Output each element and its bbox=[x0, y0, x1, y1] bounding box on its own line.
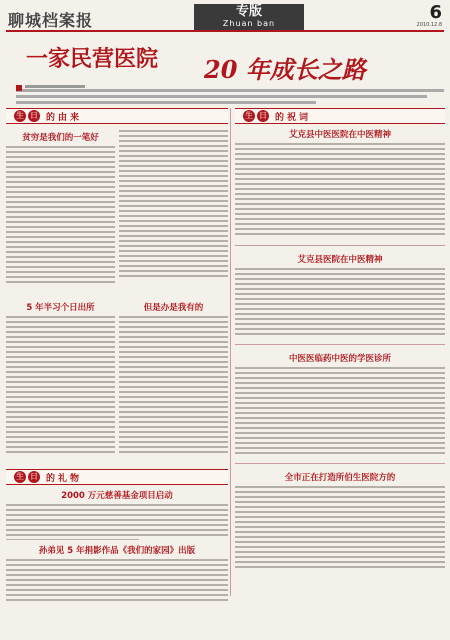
text-line-placeholder bbox=[6, 276, 115, 279]
banner-right-top bbox=[235, 108, 445, 124]
text-line-placeholder bbox=[6, 366, 115, 369]
text-line-placeholder bbox=[235, 318, 445, 321]
text-line-placeholder bbox=[235, 158, 445, 161]
text-line-placeholder bbox=[16, 101, 316, 104]
text-line-placeholder bbox=[6, 161, 115, 164]
banner-char: 生 bbox=[245, 111, 253, 120]
text-line-placeholder bbox=[119, 130, 228, 133]
text-line-placeholder bbox=[6, 391, 115, 394]
text-line-placeholder bbox=[235, 372, 445, 375]
text-line-placeholder bbox=[6, 574, 228, 577]
text-line-placeholder bbox=[235, 313, 445, 316]
text-line-placeholder bbox=[119, 250, 228, 253]
text-line-placeholder bbox=[119, 275, 228, 278]
text-line-placeholder bbox=[119, 356, 228, 359]
text-line-placeholder bbox=[235, 501, 445, 504]
right-article-1 bbox=[235, 124, 445, 242]
banner-char: 由 bbox=[58, 113, 68, 123]
text-line-placeholder bbox=[235, 442, 445, 445]
text-line-placeholder bbox=[235, 193, 445, 196]
text-line-placeholder bbox=[235, 203, 445, 206]
text-line-placeholder bbox=[6, 251, 115, 254]
text-line-placeholder bbox=[235, 437, 445, 440]
banner-char: 的 bbox=[275, 113, 285, 123]
text-line-placeholder bbox=[235, 447, 445, 450]
text-line-placeholder bbox=[235, 452, 445, 455]
banner-char: 礼 bbox=[58, 474, 68, 484]
text-line-placeholder bbox=[235, 556, 445, 559]
banner-left-bottom bbox=[6, 469, 228, 485]
section-label-box bbox=[194, 4, 304, 30]
text-line-placeholder bbox=[6, 361, 115, 364]
text-line-placeholder bbox=[119, 376, 228, 379]
text-line-placeholder bbox=[119, 326, 228, 329]
text-line-placeholder bbox=[6, 336, 115, 339]
text-line-placeholder bbox=[6, 514, 228, 517]
text-line-placeholder bbox=[119, 165, 228, 168]
text-line-placeholder bbox=[6, 436, 115, 439]
text-line-placeholder bbox=[119, 446, 228, 449]
issue-date: 2010.12.8 bbox=[416, 22, 442, 28]
text-line-placeholder bbox=[119, 170, 228, 173]
text-line-placeholder bbox=[119, 185, 228, 188]
text-line-placeholder bbox=[235, 328, 445, 331]
right-content bbox=[231, 124, 445, 587]
text-line-placeholder bbox=[6, 346, 115, 349]
text-line-placeholder bbox=[6, 376, 115, 379]
article-column bbox=[6, 127, 115, 297]
text-line-placeholder bbox=[235, 218, 445, 221]
text-line-placeholder bbox=[119, 431, 228, 434]
text-line-placeholder bbox=[235, 402, 445, 405]
text-line-placeholder bbox=[119, 205, 228, 208]
left-bottom-article-1 bbox=[6, 485, 228, 540]
text-line-placeholder bbox=[6, 271, 115, 274]
text-line-placeholder bbox=[6, 396, 115, 399]
byline-text-placeholder bbox=[25, 85, 85, 88]
main-headline bbox=[6, 40, 444, 84]
text-line-placeholder bbox=[235, 511, 445, 514]
text-line-placeholder bbox=[6, 406, 115, 409]
text-line-placeholder bbox=[235, 407, 445, 410]
text-line-placeholder bbox=[6, 261, 115, 264]
text-line-placeholder bbox=[6, 211, 115, 214]
text-line-placeholder bbox=[235, 288, 445, 291]
text-line-placeholder bbox=[235, 173, 445, 176]
text-line-placeholder bbox=[235, 178, 445, 181]
text-line-placeholder bbox=[235, 273, 445, 276]
text-line-placeholder bbox=[235, 417, 445, 420]
text-line-placeholder bbox=[6, 356, 115, 359]
left-half bbox=[6, 108, 228, 596]
article-column bbox=[119, 297, 228, 469]
text-line-placeholder bbox=[6, 246, 115, 249]
text-line-placeholder bbox=[6, 534, 228, 537]
text-line-placeholder bbox=[235, 298, 445, 301]
text-line-placeholder bbox=[6, 241, 115, 244]
text-line-placeholder bbox=[119, 255, 228, 258]
text-line-placeholder bbox=[6, 401, 115, 404]
text-line-placeholder bbox=[119, 200, 228, 203]
text-line-placeholder bbox=[119, 220, 228, 223]
text-line-placeholder bbox=[6, 326, 115, 329]
text-line-placeholder bbox=[6, 381, 115, 384]
text-line-placeholder bbox=[6, 509, 228, 512]
text-line-placeholder bbox=[235, 303, 445, 306]
text-line-placeholder bbox=[235, 397, 445, 400]
text-line-placeholder bbox=[119, 135, 228, 138]
left-mid-articles bbox=[6, 297, 228, 469]
text-line-placeholder bbox=[235, 228, 445, 231]
text-line-placeholder bbox=[6, 156, 115, 159]
right-article-4 bbox=[235, 467, 445, 587]
text-line-placeholder bbox=[235, 323, 445, 326]
text-line-placeholder bbox=[235, 427, 445, 430]
text-line-placeholder bbox=[119, 421, 228, 424]
text-line-placeholder bbox=[119, 140, 228, 143]
banner-char: 物 bbox=[70, 474, 80, 484]
text-line-placeholder bbox=[6, 519, 228, 522]
text-line-placeholder bbox=[119, 175, 228, 178]
text-line-placeholder bbox=[6, 201, 115, 204]
text-line-placeholder bbox=[119, 341, 228, 344]
text-line-placeholder bbox=[119, 160, 228, 163]
text-line-placeholder bbox=[6, 176, 115, 179]
text-line-placeholder bbox=[119, 235, 228, 238]
lead-paragraph bbox=[16, 89, 444, 104]
text-line-placeholder bbox=[235, 506, 445, 509]
text-line-placeholder bbox=[235, 551, 445, 554]
text-line-placeholder bbox=[6, 559, 228, 562]
text-line-placeholder bbox=[235, 213, 445, 216]
text-line-placeholder bbox=[6, 446, 115, 449]
article-title: 全市正在打造所伯生医院方的 bbox=[284, 473, 396, 483]
text-line-placeholder bbox=[235, 148, 445, 151]
banner-char: 来 bbox=[70, 113, 80, 123]
text-line-placeholder bbox=[235, 377, 445, 380]
text-line-placeholder bbox=[235, 561, 445, 564]
text-line-placeholder bbox=[6, 281, 115, 284]
right-half bbox=[230, 108, 445, 596]
text-line-placeholder bbox=[6, 426, 115, 429]
text-line-placeholder bbox=[235, 168, 445, 171]
text-line-placeholder bbox=[119, 316, 228, 319]
banner-left-top bbox=[6, 108, 228, 124]
text-line-placeholder bbox=[6, 524, 228, 527]
masthead bbox=[6, 4, 444, 32]
text-line-placeholder bbox=[6, 221, 115, 224]
text-line-placeholder bbox=[119, 180, 228, 183]
text-line-placeholder bbox=[235, 163, 445, 166]
text-line-placeholder bbox=[6, 331, 115, 334]
text-line-placeholder bbox=[119, 230, 228, 233]
text-line-placeholder bbox=[119, 336, 228, 339]
text-line-placeholder bbox=[119, 426, 228, 429]
text-line-placeholder bbox=[119, 391, 228, 394]
page-number-block bbox=[417, 4, 442, 28]
text-line-placeholder bbox=[6, 316, 115, 319]
text-line-placeholder bbox=[6, 216, 115, 219]
text-line-placeholder bbox=[235, 188, 445, 191]
text-line-placeholder bbox=[6, 599, 228, 602]
left-bottom-article-2 bbox=[6, 540, 228, 602]
text-line-placeholder bbox=[119, 366, 228, 369]
headline-right: 20 年成长之路 bbox=[204, 55, 366, 84]
text-line-placeholder bbox=[119, 210, 228, 213]
text-line-placeholder bbox=[6, 594, 228, 597]
text-line-placeholder bbox=[235, 412, 445, 415]
text-line-placeholder bbox=[6, 166, 115, 169]
text-line-placeholder bbox=[235, 208, 445, 211]
text-line-placeholder bbox=[235, 367, 445, 370]
text-line-placeholder bbox=[235, 153, 445, 156]
paper-logo: 聊城档案报 bbox=[8, 11, 94, 30]
text-line-placeholder bbox=[6, 441, 115, 444]
text-line-placeholder bbox=[119, 381, 228, 384]
text-line-placeholder bbox=[6, 411, 115, 414]
text-line-placeholder bbox=[6, 231, 115, 234]
text-line-placeholder bbox=[235, 223, 445, 226]
text-line-placeholder bbox=[6, 151, 115, 154]
text-line-placeholder bbox=[119, 436, 228, 439]
text-line-placeholder bbox=[6, 569, 228, 572]
banner-char: 生 bbox=[16, 472, 24, 481]
text-line-placeholder bbox=[235, 531, 445, 534]
text-line-placeholder bbox=[119, 346, 228, 349]
text-line-placeholder bbox=[119, 215, 228, 218]
text-line-placeholder bbox=[119, 240, 228, 243]
article-title: 但是办是我有的 bbox=[143, 303, 204, 313]
text-line-placeholder bbox=[6, 421, 115, 424]
text-line-placeholder bbox=[16, 89, 444, 92]
left-top-articles bbox=[6, 127, 228, 297]
text-line-placeholder bbox=[119, 441, 228, 444]
text-line-placeholder bbox=[119, 386, 228, 389]
text-line-placeholder bbox=[235, 486, 445, 489]
article-title: 孙弟见 5 年捐影作品《我们的家园》出版 bbox=[38, 546, 196, 556]
text-line-placeholder bbox=[235, 546, 445, 549]
text-line-placeholder bbox=[6, 266, 115, 269]
banner-char: 的 bbox=[46, 474, 56, 484]
article-column bbox=[6, 297, 115, 469]
banner-char: 日 bbox=[30, 472, 38, 481]
text-line-placeholder bbox=[6, 351, 115, 354]
article-title: 5 年半习个日出所 bbox=[26, 303, 95, 313]
text-line-placeholder bbox=[235, 566, 445, 569]
text-line-placeholder bbox=[119, 331, 228, 334]
text-line-placeholder bbox=[6, 371, 115, 374]
text-line-placeholder bbox=[6, 504, 228, 507]
text-line-placeholder bbox=[6, 564, 228, 567]
text-line-placeholder bbox=[235, 432, 445, 435]
text-line-placeholder bbox=[6, 191, 115, 194]
text-line-placeholder bbox=[6, 236, 115, 239]
text-line-placeholder bbox=[235, 496, 445, 499]
text-line-placeholder bbox=[235, 521, 445, 524]
text-line-placeholder bbox=[119, 361, 228, 364]
text-line-placeholder bbox=[235, 516, 445, 519]
text-line-placeholder bbox=[119, 371, 228, 374]
text-line-placeholder bbox=[235, 541, 445, 544]
text-line-placeholder bbox=[6, 431, 115, 434]
text-line-placeholder bbox=[6, 186, 115, 189]
text-line-placeholder bbox=[235, 143, 445, 146]
article-title: 艾克县中医医院在中医精神 bbox=[288, 130, 391, 140]
banner-char: 的 bbox=[46, 113, 56, 123]
text-line-placeholder bbox=[16, 95, 427, 98]
content-columns bbox=[6, 108, 444, 596]
text-line-placeholder bbox=[119, 411, 228, 414]
text-line-placeholder bbox=[119, 190, 228, 193]
right-article-2 bbox=[235, 249, 445, 341]
text-line-placeholder bbox=[6, 451, 115, 454]
banner-char: 日 bbox=[259, 111, 267, 120]
text-line-placeholder bbox=[119, 416, 228, 419]
text-line-placeholder bbox=[235, 382, 445, 385]
text-line-placeholder bbox=[119, 270, 228, 273]
banner-char: 日 bbox=[30, 111, 38, 120]
text-line-placeholder bbox=[119, 265, 228, 268]
text-line-placeholder bbox=[6, 226, 115, 229]
banner-char: 祝 bbox=[287, 113, 297, 123]
article-title: 艾克县医院在中医精神 bbox=[297, 255, 383, 265]
text-line-placeholder bbox=[6, 321, 115, 324]
text-line-placeholder bbox=[6, 416, 115, 419]
text-line-placeholder bbox=[119, 321, 228, 324]
text-line-placeholder bbox=[119, 396, 228, 399]
text-line-placeholder bbox=[119, 145, 228, 148]
text-line-placeholder bbox=[235, 392, 445, 395]
text-line-placeholder bbox=[119, 401, 228, 404]
article-title: 中医医临药中医的学医诊所 bbox=[288, 354, 391, 364]
text-line-placeholder bbox=[119, 245, 228, 248]
text-line-placeholder bbox=[235, 526, 445, 529]
page-number: 6 bbox=[429, 2, 442, 23]
text-line-placeholder bbox=[235, 293, 445, 296]
text-line-placeholder bbox=[6, 386, 115, 389]
text-line-placeholder bbox=[119, 351, 228, 354]
banner-char: 词 bbox=[299, 113, 309, 123]
text-line-placeholder bbox=[235, 283, 445, 286]
byline-marker-icon bbox=[16, 85, 22, 91]
text-line-placeholder bbox=[119, 155, 228, 158]
text-line-placeholder bbox=[235, 183, 445, 186]
text-line-placeholder bbox=[119, 195, 228, 198]
text-line-placeholder bbox=[119, 225, 228, 228]
article-title: 贫穷是我们的一笔好 bbox=[22, 133, 99, 143]
right-article-3 bbox=[235, 348, 445, 460]
article-column bbox=[119, 127, 228, 297]
text-line-placeholder bbox=[235, 422, 445, 425]
text-line-placeholder bbox=[235, 536, 445, 539]
text-line-placeholder bbox=[6, 146, 115, 149]
text-line-placeholder bbox=[6, 171, 115, 174]
text-line-placeholder bbox=[235, 308, 445, 311]
article-title: 2000 万元慈善基金项目启动 bbox=[61, 491, 173, 501]
text-line-placeholder bbox=[235, 233, 445, 236]
text-line-placeholder bbox=[235, 198, 445, 201]
text-line-placeholder bbox=[119, 150, 228, 153]
text-line-placeholder bbox=[6, 206, 115, 209]
text-line-placeholder bbox=[119, 260, 228, 263]
text-line-placeholder bbox=[119, 451, 228, 454]
text-line-placeholder bbox=[235, 387, 445, 390]
text-line-placeholder bbox=[6, 529, 228, 532]
headline-left: 一家民营医院 bbox=[26, 46, 159, 72]
text-line-placeholder bbox=[6, 579, 228, 582]
text-line-placeholder bbox=[6, 181, 115, 184]
text-line-placeholder bbox=[119, 406, 228, 409]
section-label-en: Zhuan ban bbox=[222, 19, 276, 28]
text-line-placeholder bbox=[6, 584, 228, 587]
text-line-placeholder bbox=[235, 268, 445, 271]
text-line-placeholder bbox=[235, 333, 445, 336]
text-line-placeholder bbox=[6, 196, 115, 199]
banner-char: 生 bbox=[16, 111, 24, 120]
text-line-placeholder bbox=[6, 589, 228, 592]
text-line-placeholder bbox=[6, 341, 115, 344]
section-label: 专版 bbox=[235, 4, 262, 19]
text-line-placeholder bbox=[235, 278, 445, 281]
text-line-placeholder bbox=[6, 256, 115, 259]
text-line-placeholder bbox=[235, 491, 445, 494]
